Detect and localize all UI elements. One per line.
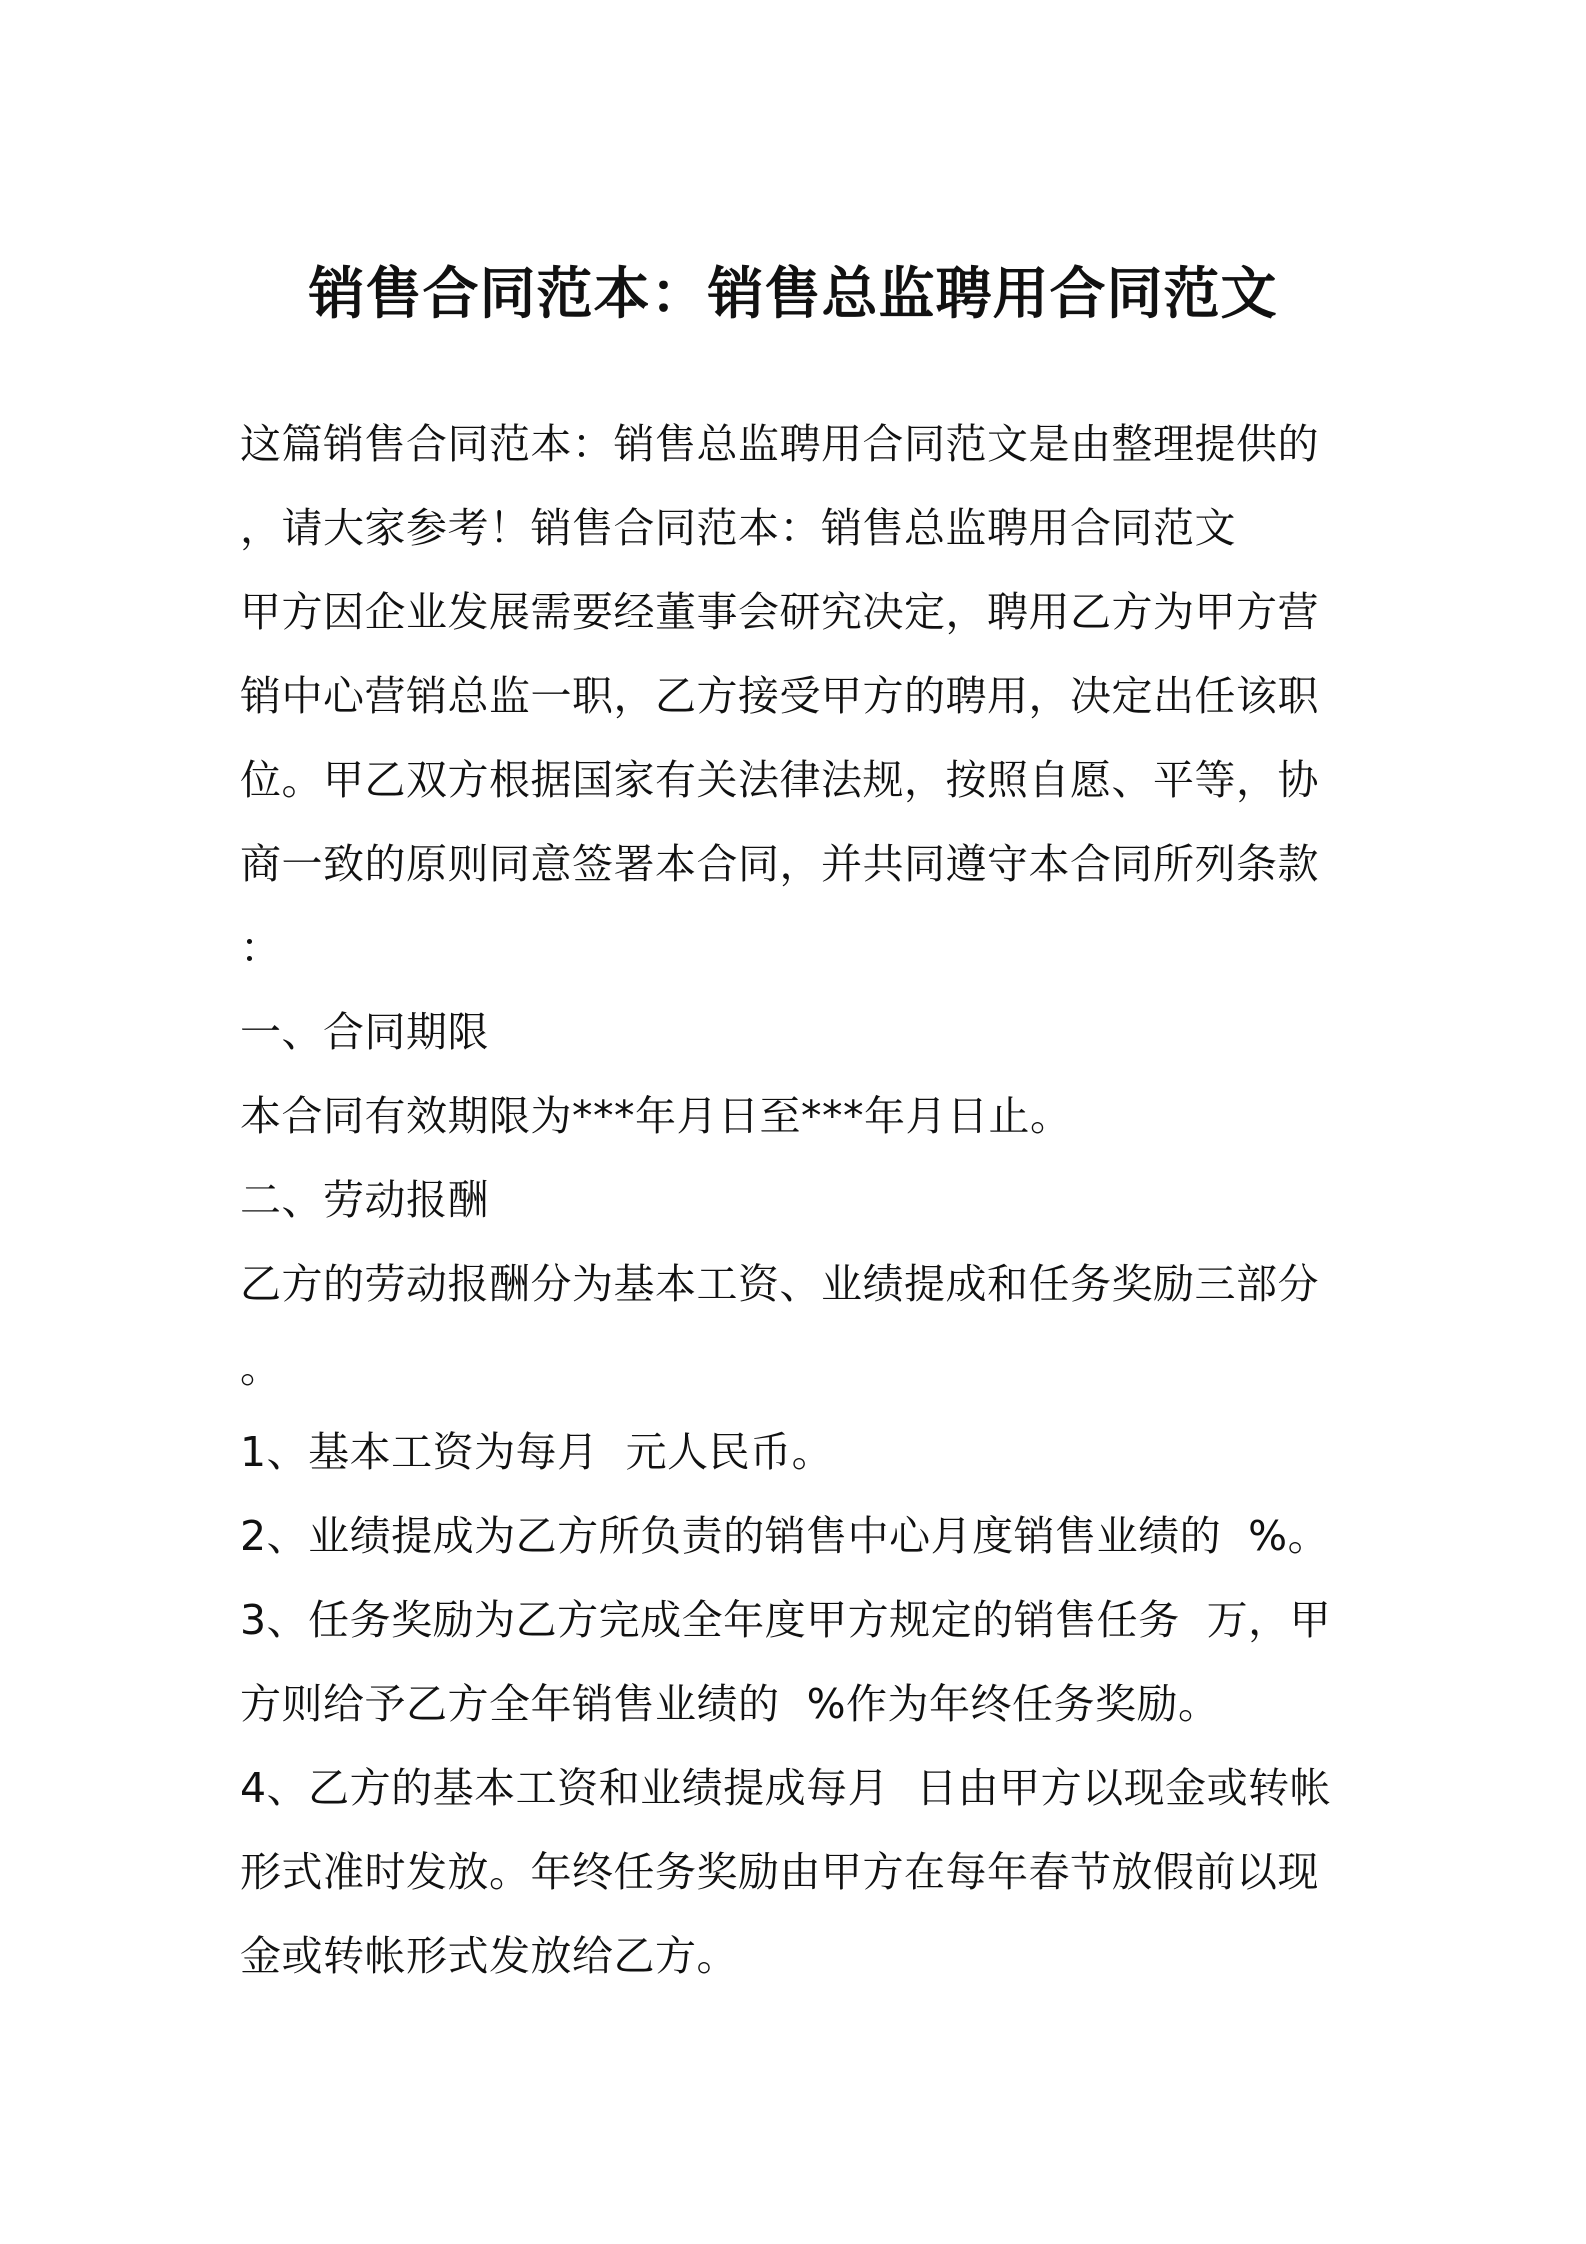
body-line: 销中心营销总监一职，乙方接受甲方的聘用，决定出任该职 [240, 672, 1319, 720]
body-line: ，请大家参考！销售合同范本：销售总监聘用合同范文 [240, 504, 1236, 552]
body-line: 商一致的原则同意签署本合同，并共同遵守本合同所列条款 [240, 840, 1319, 888]
body-line: 形式准时发放。年终任务奖励由甲方在每年春节放假前以现 [240, 1848, 1319, 1896]
body-line: 乙方的劳动报酬分为基本工资、业绩提成和任务奖励三部分 [240, 1260, 1319, 1308]
document-title: 销售合同范本：销售总监聘用合同范文 [308, 262, 1278, 327]
body-line: 方则给予乙方全年销售业绩的 %作为年终任务奖励。 [240, 1680, 1220, 1728]
section-heading-contract-term: 一、合同期限 [240, 1008, 489, 1056]
body-line: 位。甲乙双方根据国家有关法律法规，按照自愿、平等，协 [240, 756, 1319, 804]
section-heading-remuneration: 二、劳动报酬 [240, 1176, 489, 1224]
body-line: 这篇销售合同范本：销售总监聘用合同范文是由整理提供的 [240, 420, 1319, 468]
clause-1: 1、基本工资为每月 元人民币。 [240, 1428, 834, 1476]
body-line: ： [240, 924, 282, 972]
document-body [240, 402, 1350, 1998]
body-line: 甲方因企业发展需要经董事会研究决定，聘用乙方为甲方营 [240, 588, 1319, 636]
body-line: 。 [240, 1344, 282, 1392]
clause-4: 4、乙方的基本工资和业绩提成每月 日由甲方以现金或转帐 [240, 1764, 1332, 1812]
clause-2: 2、业绩提成为乙方所负责的销售中心月度销售业绩的 %。 [240, 1512, 1330, 1560]
clause-3: 3、任务奖励为乙方完成全年度甲方规定的销售任务 万，甲 [240, 1596, 1332, 1644]
body-line: 本合同有效期限为***年月日至***年月日止。 [240, 1092, 1072, 1140]
body-line: 金或转帐形式发放给乙方。 [240, 1932, 738, 1980]
